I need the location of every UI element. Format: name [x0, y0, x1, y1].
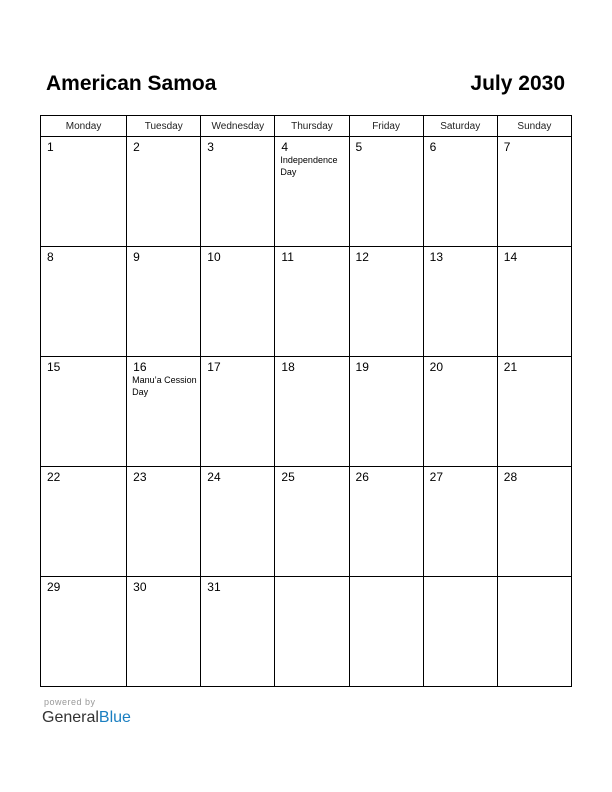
day-number: 4: [281, 140, 289, 154]
day-number: 20: [429, 360, 444, 374]
calendar-day-cell: [349, 577, 423, 687]
day-number: 27: [429, 470, 444, 484]
calendar-month-title: July 2030: [470, 72, 565, 95]
day-number: 15: [47, 360, 61, 374]
calendar-week-row: [41, 467, 572, 577]
weekday-friday: Friday: [349, 116, 423, 137]
calendar-day-cell: [201, 577, 275, 687]
day-number: 18: [281, 360, 295, 374]
calendar-day-cell: [497, 357, 571, 467]
calendar-day-cell: [41, 357, 127, 467]
day-number: 16: [133, 360, 147, 374]
calendar-region-title: American Samoa: [46, 72, 217, 95]
calendar-day-cell: [201, 247, 275, 357]
calendar-day-cell: [41, 577, 127, 687]
day-number: 14: [503, 250, 518, 264]
weekday-monday: Monday: [41, 116, 127, 137]
calendar-day-cell: [349, 247, 423, 357]
calendar-day-cell: [41, 467, 127, 577]
calendar-day-cell: [127, 247, 201, 357]
powered-by-label: powered by: [44, 697, 96, 707]
day-number: 29: [47, 580, 61, 594]
calendar-day-cell: [275, 137, 349, 247]
day-number: 23: [133, 470, 147, 484]
day-number: 17: [207, 360, 221, 374]
calendar-day-cell: [275, 577, 349, 687]
day-number: 25: [281, 470, 295, 484]
calendar-day-cell: [127, 577, 201, 687]
calendar-day-cell: [41, 247, 127, 357]
holiday-label: Manu’a Cession Day: [132, 375, 197, 397]
calendar-day-cell: [41, 137, 127, 247]
day-number: [275, 577, 348, 580]
calendar-day-cell: [423, 247, 497, 357]
calendar-week-row: [41, 577, 572, 687]
calendar-day-cell: [201, 467, 275, 577]
day-number: 8: [47, 250, 54, 264]
day-number: 22: [47, 470, 61, 484]
day-number: 11: [281, 250, 294, 264]
weekday-sunday: Sunday: [497, 116, 571, 137]
calendar-day-cell: [127, 467, 201, 577]
day-number: [498, 577, 571, 580]
day-number: 30: [133, 580, 147, 594]
calendar-day-cell: [127, 357, 201, 467]
day-number: [424, 577, 497, 580]
calendar-week-row: [41, 247, 572, 357]
day-number: 26: [355, 470, 369, 484]
calendar-day-cell: [275, 247, 349, 357]
calendar-day-cell: [349, 357, 423, 467]
day-number: 7: [503, 140, 511, 154]
calendar-day-cell: [423, 357, 497, 467]
calendar-day-cell: [201, 357, 275, 467]
weekday-saturday: Saturday: [423, 116, 497, 137]
day-number: 28: [503, 470, 518, 484]
calendar-day-cell: [497, 577, 571, 687]
calendar-day-cell: [275, 357, 349, 467]
calendar-day-cell: [423, 137, 497, 247]
calendar-day-cell: [497, 467, 571, 577]
day-number: 31: [207, 580, 221, 594]
calendar-day-cell: [423, 577, 497, 687]
day-number: 10: [207, 250, 221, 264]
weekday-wednesday: Wednesday: [201, 116, 275, 137]
calendar-day-cell: [201, 137, 275, 247]
day-number: 6: [429, 140, 437, 154]
day-number: 1: [47, 140, 54, 154]
calendar-week-row: [41, 137, 572, 247]
holiday-label: Independence Day: [280, 155, 338, 177]
day-number: 19: [355, 360, 369, 374]
day-number: 2: [133, 140, 140, 154]
calendar-day-cell: [349, 467, 423, 577]
calendar-day-cell: [497, 137, 571, 247]
calendar-day-cell: [423, 467, 497, 577]
calendar-day-cell: [127, 137, 201, 247]
brand-blue-text: Blue: [98, 709, 131, 726]
weekday-header-row: [41, 116, 572, 137]
calendar-grid: [40, 115, 572, 687]
calendar-day-cell: [349, 137, 423, 247]
generalblue-logo: [42, 708, 131, 728]
day-number: 12: [355, 250, 369, 264]
calendar-day-cell: [275, 467, 349, 577]
brand-general-text: General: [42, 709, 99, 726]
weekday-thursday: Thursday: [275, 116, 349, 137]
day-number: [350, 577, 423, 580]
day-number: 3: [207, 140, 214, 154]
calendar-week-row: [41, 357, 572, 467]
day-number: 24: [207, 470, 221, 484]
day-number: 21: [503, 360, 518, 374]
day-number: 5: [355, 140, 363, 154]
weekday-tuesday: Tuesday: [127, 116, 201, 137]
calendar-day-cell: [497, 247, 571, 357]
day-number: 9: [133, 250, 140, 264]
day-number: 13: [429, 250, 444, 264]
